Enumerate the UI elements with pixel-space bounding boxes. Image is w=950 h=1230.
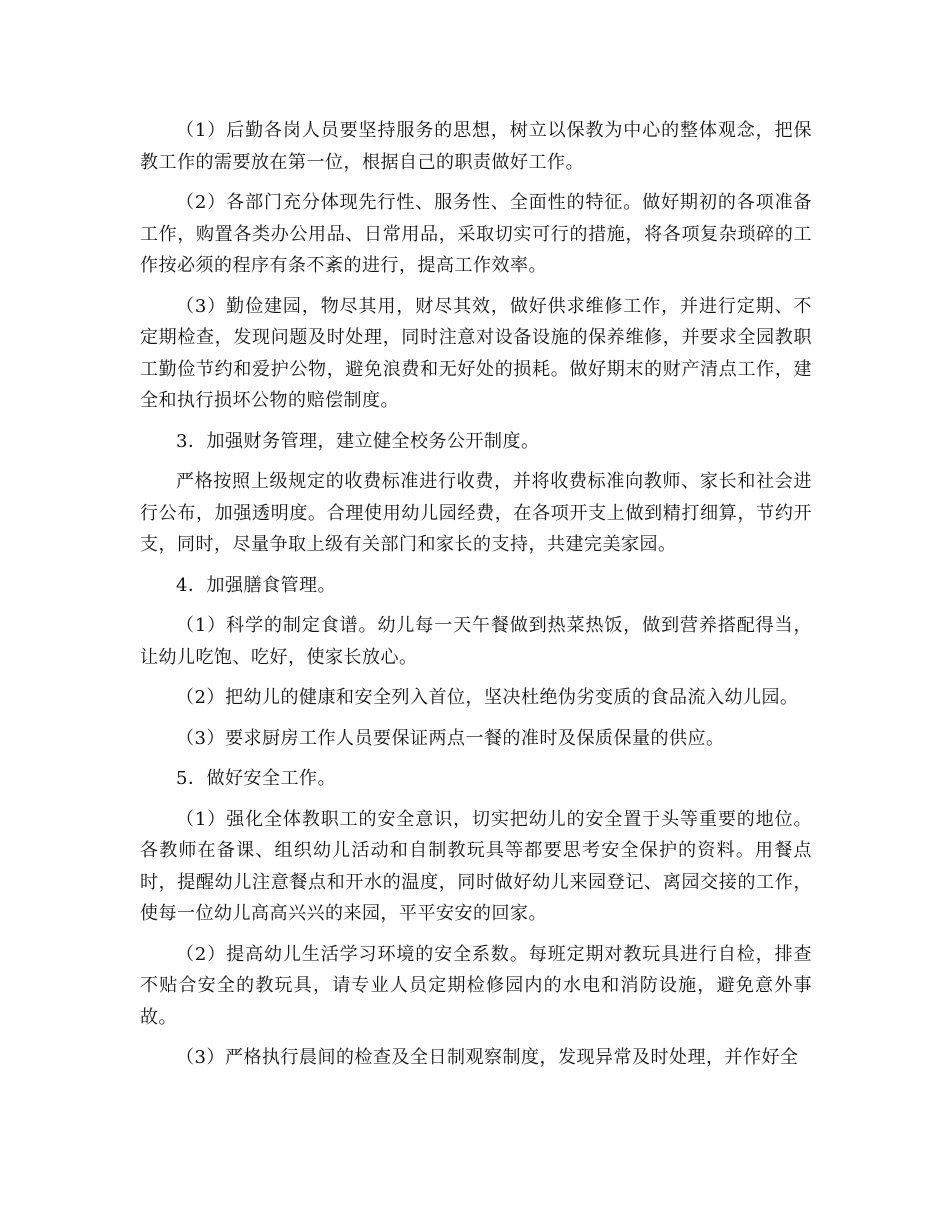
section-heading: 3．加强财务管理，建立健全校务公开制度。 — [176, 430, 540, 452]
paragraph: （2）把幼儿的健康和安全列入首位，坚决杜绝伪劣变质的食品流入幼儿园。 — [176, 687, 799, 708]
section-heading: 5．做好安全工作。 — [176, 768, 336, 789]
paragraph: （3）严格执行晨间的检查及全日制观察制度，发现异常及时处理，并作好全 — [176, 1047, 799, 1068]
paragraph: （1）科学的制定食谱。幼儿每一天午餐做到热菜热饭，做到营养搭配得当，让幼儿吃饱、吃好，使家长放心。 — [140, 615, 812, 668]
paragraph: （3）要求厨房工作人员要保证两点一餐的准时及保质保量的供应。 — [176, 727, 725, 749]
paragraph: （1）后勤各岗人员要坚持服务的思想，树立以保教为中心的整体观念，把保教工作的需要放在第一位，根据自己的职责做好工作。 — [140, 120, 812, 173]
paragraph: （2）提高幼儿生活学习环境的安全系数。每班定期对教玩具进行自检，排查不贴合安全的教玩具，请专业人员定期检修园内的水电和消防设施，避免意外事故。 — [140, 943, 812, 1028]
paragraph: 严格按照上级规定的收费标准进行收费，并将收费标准向教师、家长和社会进行公布，加强透明度。合理使用幼儿园经费，在各项开支上做到精打细算，节约开支，同时，尽量争取上级有关部门和家长的支持，共建完美家园。 — [140, 471, 812, 555]
document-body — [140, 115, 812, 1083]
section-heading: 4．加强膳食管理。 — [176, 574, 336, 596]
paragraph: （1）强化全体教职工的安全意识，切实把幼儿的安全置于头等重要的地位。各教师在备课、组织幼儿活动和自制教玩具等都要思考安全保护的资料。用餐点时，提醒幼儿注意餐点和开水的温度，同时做好幼儿来园登记、离园交接的工作，使每一位幼儿高高兴兴的来园，平平安安的回家。 — [140, 808, 812, 924]
paragraph: （3）勤俭建园，物尽其用，财尽其效，做好供求维修工作，并进行定期、不定期检查，发现问题及时处理，同时注意对设备设施的保养维修，并要求全园教职工勤俭节约和爱护公物，避免浪费和无好处的损耗。做好期末的财产清点工作，建全和执行损坏公物的赔偿制度。 — [140, 295, 812, 411]
paragraph: （2）各部门充分体现先行性、服务性、全面性的特征。做好期初的各项准备工作，购置各类办公用品、日常用品，采取切实可行的措施，将各项复杂琐碎的工作按必须的程序有条不紊的进行，提高工作效率。 — [140, 192, 812, 276]
